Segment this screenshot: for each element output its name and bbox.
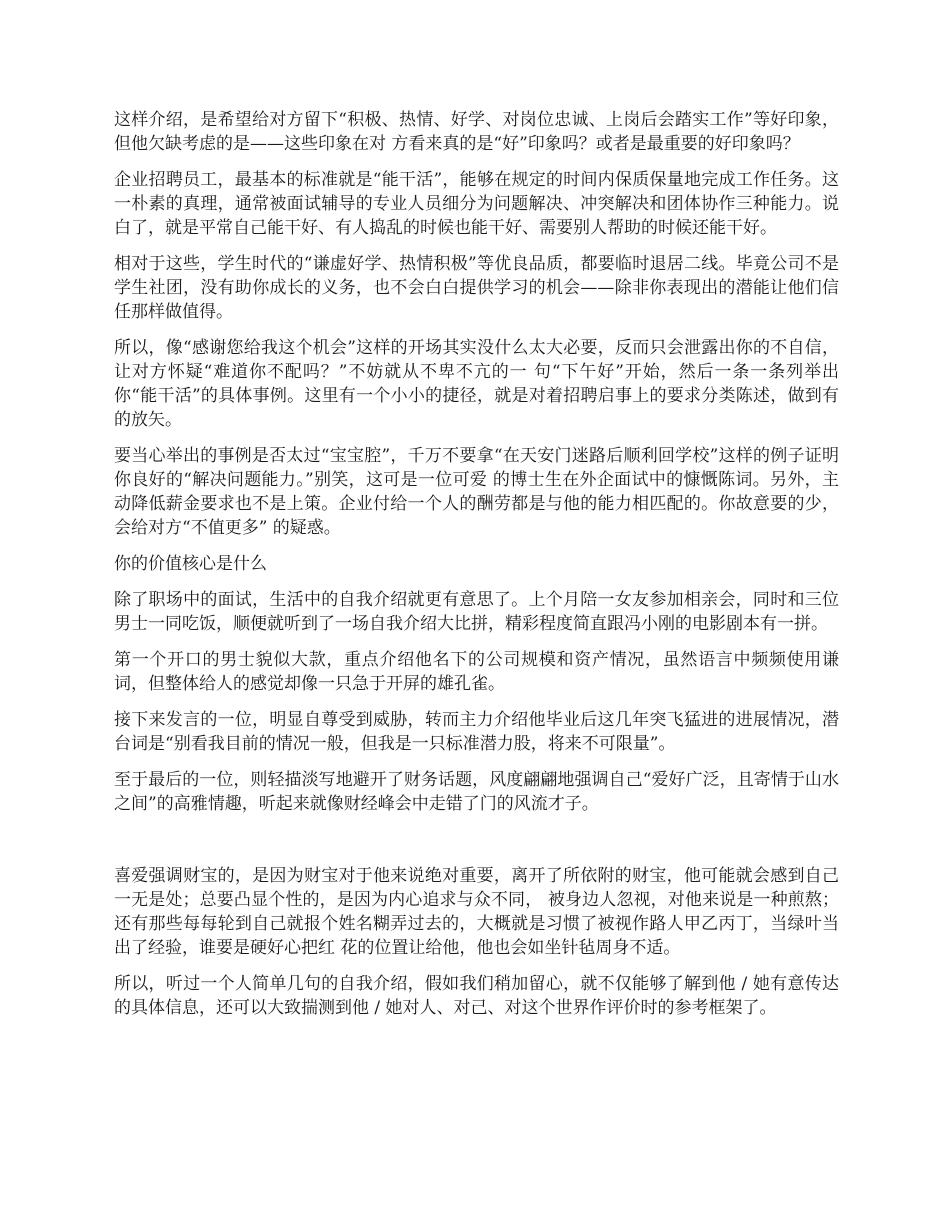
section-heading: 你的价值核心是什么 — [114, 554, 267, 574]
paragraph: 至于最后的一位，则轻描淡写地避开了财务话题，风度翩翩地强调自己“爱好广泛，且寄情于山水之间”的高雅情趣，听起来就像财经峰会中走错了门的风流才子。 — [114, 770, 839, 814]
paragraph: 相对于这些，学生时代的“谦虚好学、热情积极”等优良品质，都要临时退居二线。毕竟公司不是学生社团，没有助你成长的义务，也不会白白提供学习的机会——除非你表现出的潜能让他们信任那样做值得。 — [114, 254, 839, 322]
paragraph: 除了职场中的面试，生活中的自我介绍就更有意思了。上个月陪一女友参加相亲会，同时和三位男士一同吃饭，顺便就听到了一场自我介绍大比拼，精彩程度简直跟冯小刚的电影剧本有一拼。 — [114, 590, 839, 634]
paragraph: 所以，听过一个人简单几句的自我介绍，假如我们稍加留心，就不仅能够了解到他 / 她有意传达的具体信息，还可以大致揣测到他 / 她对人、对己、对这个世界作评价时的参考框架了。 — [114, 974, 839, 1018]
paragraph: 这样介绍，是希望给对方留下“积极、热情、好学、对岗位忠诚、上岗后会踏实工作”等好印象，但他欠缺考虑的是——这些印象在对 方看来真的是“好”印象吗？或者是最重要的好印象吗？ — [114, 110, 839, 154]
paragraph: 接下来发言的一位，明显自尊受到威胁，转而主力介绍他毕业后这几年突飞猛进的进展情况，潜台词是“别看我目前的情况一般，但我是一只标准潜力股，将来不可限量”。 — [114, 710, 839, 754]
paragraph: 第一个开口的男士貌似大款，重点介绍他名下的公司规模和资产情况，虽然语言中频频使用谦词，但整体给人的感觉却像一只急于开屏的雄孔雀。 — [114, 650, 839, 694]
blank-gap — [114, 828, 839, 864]
paragraph: 企业招聘员工，最基本的标准就是“能干活”，能够在规定的时间内保质保量地完成工作任务。这一朴素的真理，通常被面试辅导的专业人员细分为问题解决、冲突解决和团体协作三种能力。说白了，就是平常自己能干好、有人捣乱的时候也能干好、需要别人帮助的时候还能干好。 — [114, 170, 839, 238]
paragraph: 要当心举出的事例是否太过“宝宝腔”，千万不要拿“在天安门迷路后顺利回学校”这样的例子证明你良好的“解决问题能力。”别笑，这可是一位可爱 的博士生在外企面试中的慷慨陈词。另外，主动降低薪金要求也不是上策。企业付给一个人的酬劳都是与他的能力相匹配的。你故意要的少，会给对方“不值更多” 的疑惑。 — [114, 446, 839, 538]
paragraph: 喜爱强调财宝的，是因为财宝对于他来说绝对重要，离开了所依附的财宝，他可能就会感到自己一无是处；总要凸显个性的，是因为内心追求与众不同， 被身边人忽视，对他来说是一种煎熬；还有那些每每轮到自己就报个姓名糊弄过去的，大概就是习惯了被视作路人甲乙丙丁，当绿叶当出了经验，谁要是硬好心把红 花的位置让给他，他也会如坐针毡周身不适。 — [114, 866, 839, 958]
paragraph: 所以，像“感谢您给我这个机会”这样的开场其实没什么太大必要，反而只会泄露出你的不自信，让对方怀疑“难道你不配吗？”不妨就从不卑不亢的一 句“下午好”开始，然后一条一条列举出你“能干活”的具体事例。这里有一个小小的捷径，就是对着招聘启事上的要求分类陈述，做到有的放矢。 — [114, 338, 839, 430]
document-body — [114, 108, 839, 1032]
